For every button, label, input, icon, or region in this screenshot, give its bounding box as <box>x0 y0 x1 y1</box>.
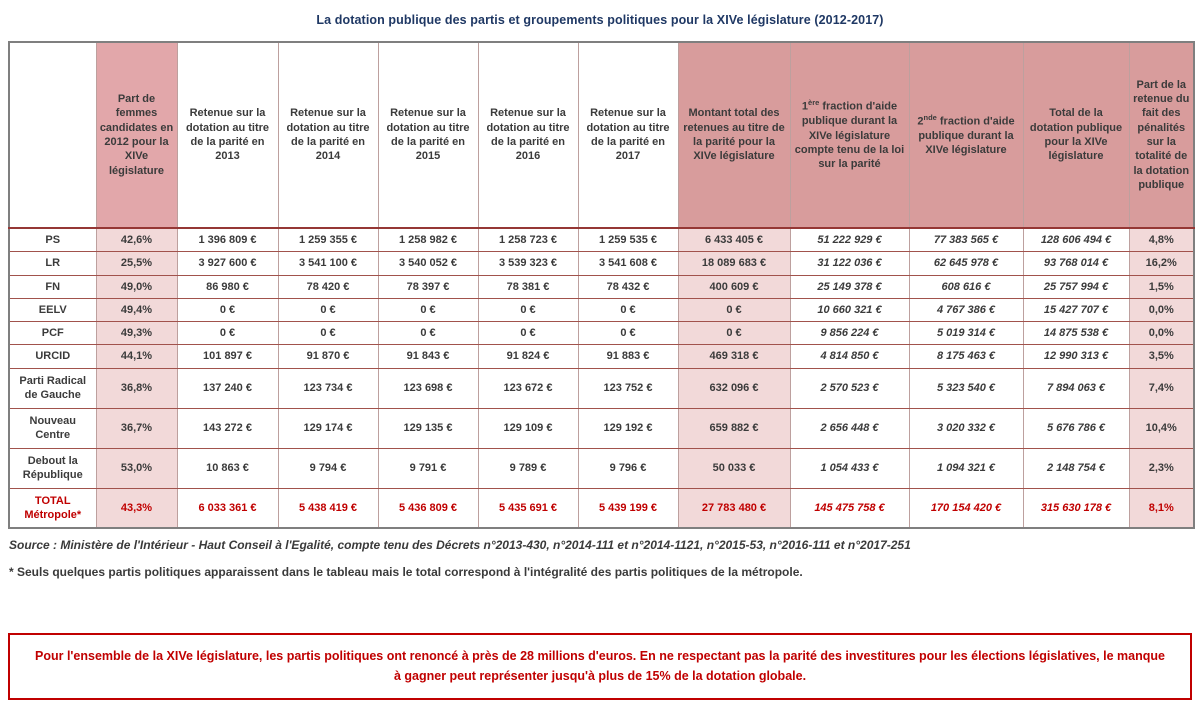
value-cell: 42,6% <box>96 228 177 252</box>
value-cell: 469 318 € <box>678 345 790 368</box>
value-cell: 49,4% <box>96 298 177 321</box>
value-cell: 5 323 540 € <box>909 368 1023 408</box>
value-cell: 5 019 314 € <box>909 322 1023 345</box>
value-cell: 129 174 € <box>278 408 378 448</box>
header-total-dotation: Total de la dotation publique pour la XIVe législature <box>1023 42 1129 228</box>
value-cell: 3 020 332 € <box>909 408 1023 448</box>
value-cell: 143 272 € <box>177 408 278 448</box>
value-cell: 7,4% <box>1129 368 1194 408</box>
value-cell: 27 783 480 € <box>678 488 790 528</box>
party-name-cell: Nouveau Centre <box>9 408 96 448</box>
value-cell: 129 135 € <box>378 408 478 448</box>
party-name-cell: EELV <box>9 298 96 321</box>
table-row <box>9 368 1194 408</box>
header-retenue-2014: Retenue sur la dotation au titre de la parité en 2014 <box>278 42 378 228</box>
value-cell: 1,5% <box>1129 275 1194 298</box>
value-cell: 3 540 052 € <box>378 252 478 275</box>
value-cell: 49,0% <box>96 275 177 298</box>
value-cell: 91 843 € <box>378 345 478 368</box>
value-cell: 86 980 € <box>177 275 278 298</box>
superscript: nde <box>923 112 937 122</box>
header-femmes: Part de femmes candidates en 2012 pour la XIVe législature <box>96 42 177 228</box>
value-cell: 170 154 420 € <box>909 488 1023 528</box>
value-cell: 9 791 € <box>378 448 478 488</box>
party-name-cell: Debout la République <box>9 448 96 488</box>
value-cell: 78 381 € <box>478 275 578 298</box>
table-row <box>9 408 1194 448</box>
callout-text: Pour l'ensemble de la XIVe législature, les partis politiques ont renoncé à près de 28 millions d'euros. En ne respectant pas la parité des investitures pour les élections législatives, le manque à gagner peut représenter jusqu'à plus de 15% de la dotation globale. <box>35 649 1165 683</box>
value-cell: 9 789 € <box>478 448 578 488</box>
table-row <box>9 345 1194 368</box>
value-cell: 129 109 € <box>478 408 578 448</box>
value-cell: 5 435 691 € <box>478 488 578 528</box>
value-cell: 315 630 178 € <box>1023 488 1129 528</box>
value-cell: 1 054 433 € <box>790 448 909 488</box>
party-name-cell: FN <box>9 275 96 298</box>
value-cell: 36,8% <box>96 368 177 408</box>
table-row <box>9 275 1194 298</box>
header-fraction-1: 1ère fraction d'aide publique durant la XIVe législature compte tenu de la loi sur la parité <box>790 42 909 228</box>
header-retenue-2017: Retenue sur la dotation au titre de la parité en 2017 <box>578 42 678 228</box>
value-cell: 78 420 € <box>278 275 378 298</box>
value-cell: 9 796 € <box>578 448 678 488</box>
value-cell: 0 € <box>378 322 478 345</box>
header-party <box>9 42 96 228</box>
value-cell: 25 149 378 € <box>790 275 909 298</box>
value-cell: 0,0% <box>1129 322 1194 345</box>
value-cell: 91 824 € <box>478 345 578 368</box>
value-cell: 5 676 786 € <box>1023 408 1129 448</box>
value-cell: 3 541 100 € <box>278 252 378 275</box>
value-cell: 123 698 € <box>378 368 478 408</box>
value-cell: 16,2% <box>1129 252 1194 275</box>
value-cell: 43,3% <box>96 488 177 528</box>
header-retenue-2015: Retenue sur la dotation au titre de la parité en 2015 <box>378 42 478 228</box>
value-cell: 6 433 405 € <box>678 228 790 252</box>
table-row <box>9 298 1194 321</box>
value-cell: 6 033 361 € <box>177 488 278 528</box>
header-fraction-2: 2nde fraction d'aide publique durant la XIVe législature <box>909 42 1023 228</box>
value-cell: 632 096 € <box>678 368 790 408</box>
value-cell: 7 894 063 € <box>1023 368 1129 408</box>
value-cell: 0 € <box>378 298 478 321</box>
value-cell: 93 768 014 € <box>1023 252 1129 275</box>
value-cell: 8,1% <box>1129 488 1194 528</box>
value-cell: 3 927 600 € <box>177 252 278 275</box>
value-cell: 0 € <box>278 298 378 321</box>
value-cell: 0 € <box>177 322 278 345</box>
value-cell: 9 794 € <box>278 448 378 488</box>
value-cell: 0 € <box>678 298 790 321</box>
table-row <box>9 228 1194 252</box>
header-part-retenue: Part de la retenue du fait des pénalités sur la totalité de la dotation publique <box>1129 42 1194 228</box>
value-cell: 0,0% <box>1129 298 1194 321</box>
value-cell: 0 € <box>278 322 378 345</box>
value-cell: 145 475 758 € <box>790 488 909 528</box>
table-row <box>9 448 1194 488</box>
value-cell: 10,4% <box>1129 408 1194 448</box>
value-cell: 123 734 € <box>278 368 378 408</box>
value-cell: 0 € <box>177 298 278 321</box>
value-cell: 5 439 199 € <box>578 488 678 528</box>
value-cell: 15 427 707 € <box>1023 298 1129 321</box>
party-name-cell: LR <box>9 252 96 275</box>
value-cell: 1 258 982 € <box>378 228 478 252</box>
callout-box <box>8 633 1192 700</box>
value-cell: 0 € <box>478 298 578 321</box>
value-cell: 14 875 538 € <box>1023 322 1129 345</box>
footnote: * Seuls quelques partis politiques apparaissent dans le tableau mais le total correspond à l'intégralité des partis politiques de la métropole. <box>9 565 803 580</box>
value-cell: 1 259 535 € <box>578 228 678 252</box>
value-cell: 49,3% <box>96 322 177 345</box>
value-cell: 5 438 419 € <box>278 488 378 528</box>
value-cell: 3 541 608 € <box>578 252 678 275</box>
value-cell: 2 570 523 € <box>790 368 909 408</box>
value-cell: 2,3% <box>1129 448 1194 488</box>
source-note: Source : Ministère de l'Intérieur - Haut Conseil à l'Egalité, compte tenu des Décrets n°2013-430, n°2014-111 et n°2014-1121, n°2015-53, n°2016-111 et n°2017-251 <box>9 538 911 553</box>
value-cell: 1 259 355 € <box>278 228 378 252</box>
party-name-cell: PCF <box>9 322 96 345</box>
value-cell: 5 436 809 € <box>378 488 478 528</box>
header-retenue-2016: Retenue sur la dotation au titre de la parité en 2016 <box>478 42 578 228</box>
value-cell: 10 863 € <box>177 448 278 488</box>
value-cell: 137 240 € <box>177 368 278 408</box>
value-cell: 51 222 929 € <box>790 228 909 252</box>
value-cell: 0 € <box>578 322 678 345</box>
value-cell: 1 396 809 € <box>177 228 278 252</box>
value-cell: 3 539 323 € <box>478 252 578 275</box>
value-cell: 1 258 723 € <box>478 228 578 252</box>
value-cell: 608 616 € <box>909 275 1023 298</box>
value-cell: 50 033 € <box>678 448 790 488</box>
value-cell: 1 094 321 € <box>909 448 1023 488</box>
value-cell: 4 767 386 € <box>909 298 1023 321</box>
value-cell: 2 656 448 € <box>790 408 909 448</box>
value-cell: 31 122 036 € <box>790 252 909 275</box>
value-cell: 128 606 494 € <box>1023 228 1129 252</box>
value-cell: 659 882 € <box>678 408 790 448</box>
value-cell: 10 660 321 € <box>790 298 909 321</box>
value-cell: 78 432 € <box>578 275 678 298</box>
page-title: La dotation publique des partis et groupements politiques pour la XIVe législature (2012-2017) <box>316 13 884 27</box>
value-cell: 4 814 850 € <box>790 345 909 368</box>
value-cell: 8 175 463 € <box>909 345 1023 368</box>
value-cell: 9 856 224 € <box>790 322 909 345</box>
value-cell: 18 089 683 € <box>678 252 790 275</box>
table-row <box>9 488 1194 528</box>
value-cell: 44,1% <box>96 345 177 368</box>
dotation-table <box>8 41 1195 529</box>
value-cell: 12 990 313 € <box>1023 345 1129 368</box>
table-body <box>9 228 1194 528</box>
value-cell: 25 757 994 € <box>1023 275 1129 298</box>
table-header-row <box>9 42 1194 228</box>
value-cell: 0 € <box>578 298 678 321</box>
header-retenue-2013: Retenue sur la dotation au titre de la parité en 2013 <box>177 42 278 228</box>
value-cell: 400 609 € <box>678 275 790 298</box>
value-cell: 123 752 € <box>578 368 678 408</box>
value-cell: 3,5% <box>1129 345 1194 368</box>
value-cell: 91 870 € <box>278 345 378 368</box>
value-cell: 123 672 € <box>478 368 578 408</box>
party-name-cell: PS <box>9 228 96 252</box>
value-cell: 62 645 978 € <box>909 252 1023 275</box>
value-cell: 101 897 € <box>177 345 278 368</box>
party-name-cell: TOTAL Métropole* <box>9 488 96 528</box>
header-total-retenues: Montant total des retenues au titre de la parité pour la XIVe législature <box>678 42 790 228</box>
table-row <box>9 322 1194 345</box>
value-cell: 77 383 565 € <box>909 228 1023 252</box>
value-cell: 78 397 € <box>378 275 478 298</box>
value-cell: 36,7% <box>96 408 177 448</box>
value-cell: 129 192 € <box>578 408 678 448</box>
value-cell: 25,5% <box>96 252 177 275</box>
value-cell: 91 883 € <box>578 345 678 368</box>
value-cell: 53,0% <box>96 448 177 488</box>
value-cell: 0 € <box>478 322 578 345</box>
party-name-cell: URCID <box>9 345 96 368</box>
party-name-cell: Parti Radical de Gauche <box>9 368 96 408</box>
superscript: ère <box>808 98 820 108</box>
value-cell: 0 € <box>678 322 790 345</box>
value-cell: 2 148 754 € <box>1023 448 1129 488</box>
value-cell: 4,8% <box>1129 228 1194 252</box>
table-row <box>9 252 1194 275</box>
